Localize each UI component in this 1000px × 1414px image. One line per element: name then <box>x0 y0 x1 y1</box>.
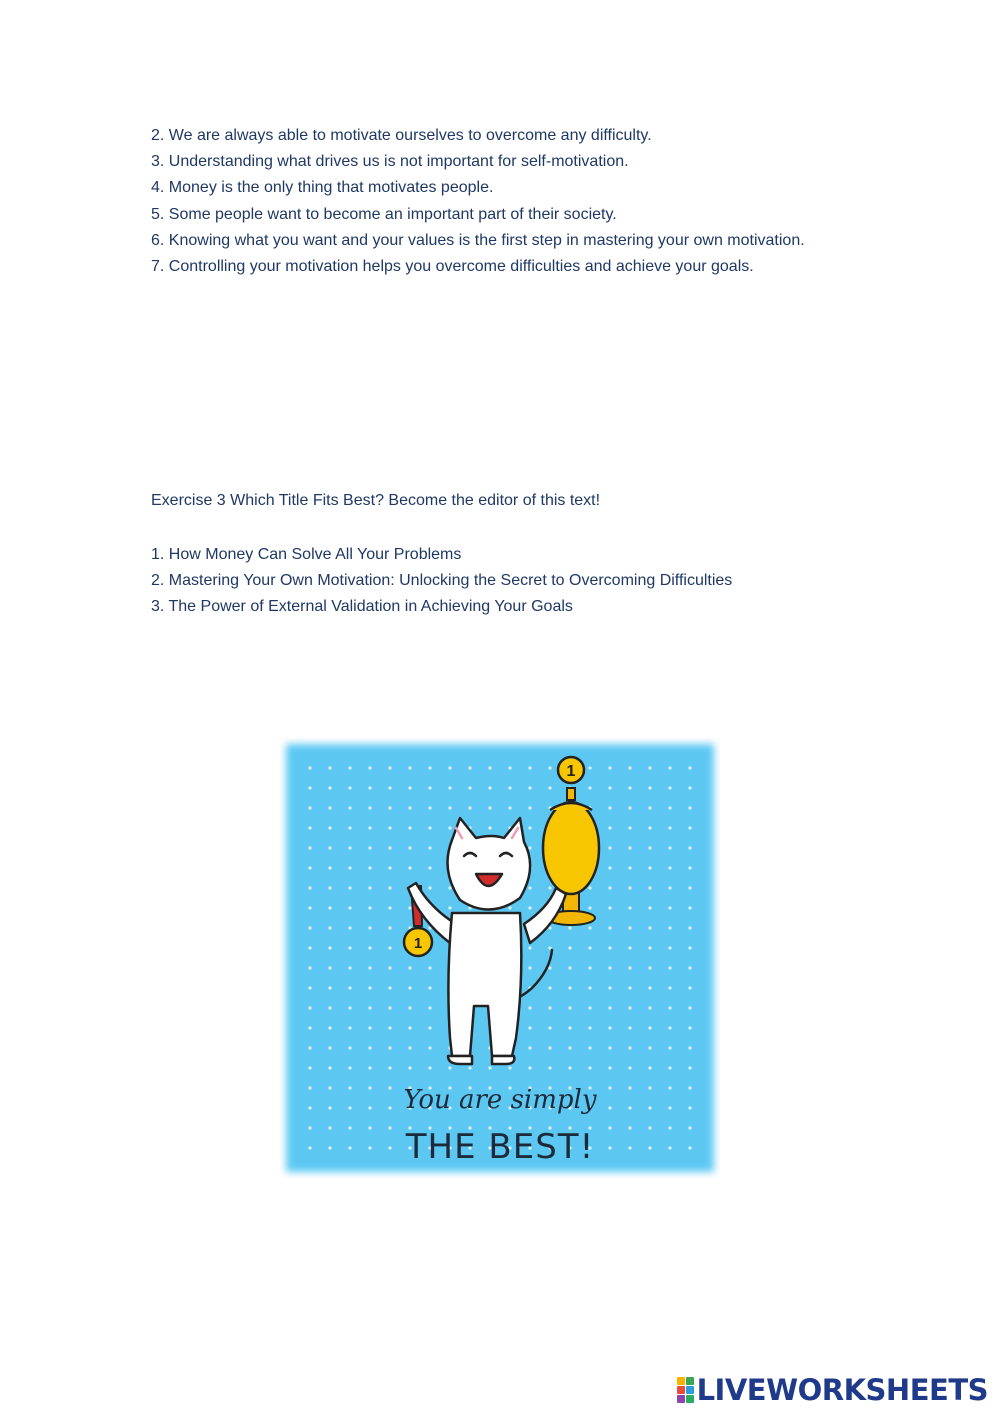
title-option: 1. How Money Can Solve All Your Problems <box>151 546 462 563</box>
logo-mark-icon <box>677 1377 694 1403</box>
statement-item: 2. We are always able to motivate ourselves to overcome any difficulty. <box>151 127 652 144</box>
statement-item: 7. Controlling your motivation helps you overcome difficulties and achieve your goals. <box>151 258 754 276</box>
title-options-list <box>151 542 732 621</box>
statement-item: 4. Money is the only thing that motivates people. <box>151 179 494 197</box>
caption-line-2: THE BEST! <box>405 1127 595 1167</box>
liveworksheets-logo <box>677 1372 988 1408</box>
statement-item: 5. Some people want to become an important part of their society. <box>151 205 617 223</box>
cat-trophy-illustration <box>280 738 720 1178</box>
exercise-3-heading: Exercise 3 Which Title Fits Best? Become the editor of this text! <box>151 492 601 509</box>
title-option: 3. The Power of External Validation in Achieving Your Goals <box>151 598 573 616</box>
statement-item: 6. Knowing what you want and your values is the first step in mastering your own motivation. <box>151 231 805 249</box>
medal-number: 1 <box>413 935 423 952</box>
title-option: 2. Mastering Your Own Motivation: Unlocking the Secret to Overcoming Difficulties <box>151 572 733 590</box>
trophy-number: 1 <box>566 763 576 780</box>
statement-list <box>151 123 805 280</box>
statement-item: 3. Understanding what drives us is not important for self-motivation. <box>151 153 629 171</box>
logo-wordmark: LIVEWORKSHEETS <box>696 1373 988 1407</box>
caption-line-1: You are simply <box>403 1085 597 1115</box>
